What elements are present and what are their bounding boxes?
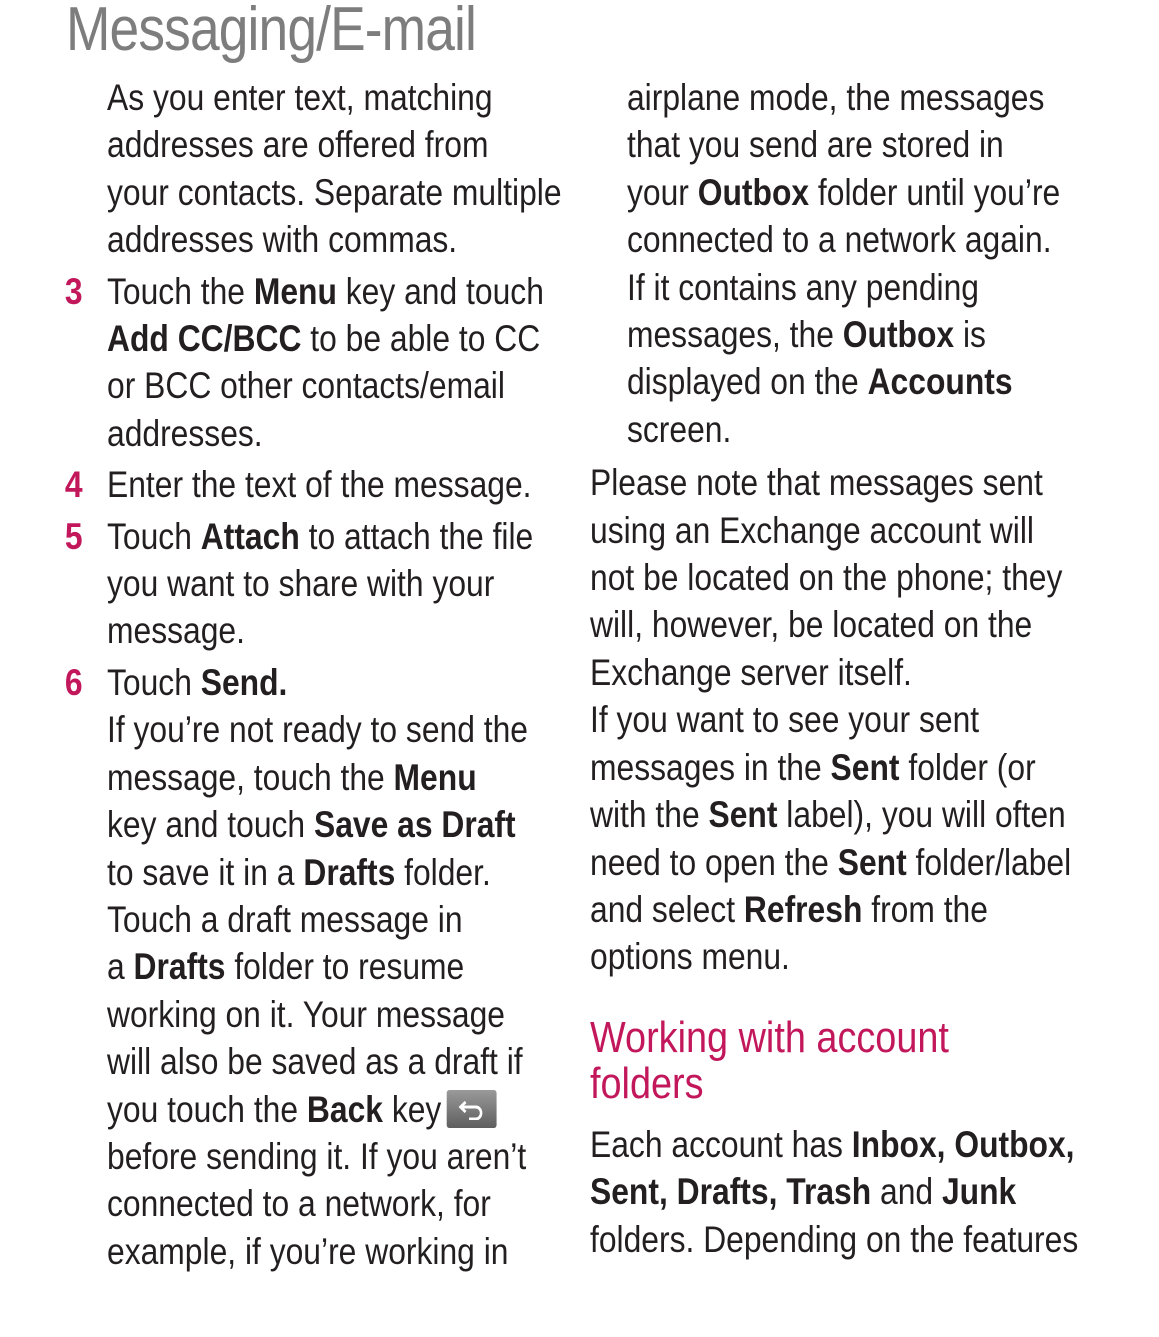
sent-line: If you want to see your sent	[590, 699, 980, 741]
section-heading	[590, 1012, 1085, 1108]
folder-names: Sent, Drafts, Trash	[590, 1171, 872, 1213]
sent-label: Sent	[837, 841, 907, 883]
step-number: 6	[64, 661, 83, 703]
step-line: message, touch the Menu	[107, 756, 477, 798]
folders-line: Sent, Drafts, Trash and Junk	[590, 1171, 1017, 1213]
step-number: 4	[64, 464, 83, 506]
note-line: Exchange server itself.	[590, 651, 912, 693]
intro-line: addresses with commas.	[107, 219, 458, 261]
intro-paragraph	[107, 74, 577, 264]
step-6	[64, 659, 577, 1275]
left-column	[64, 74, 577, 1275]
step-line: messages, the Outbox is	[626, 314, 986, 356]
sent-line: and select Refresh from the	[590, 888, 988, 930]
step-line: will also be saved as a draft if	[107, 1041, 523, 1083]
step-line: that you send are stored in	[626, 124, 1004, 166]
step-line: to save it in a Drafts folder.	[107, 851, 491, 893]
step-line: you touch the Back key	[107, 1086, 577, 1133]
step-line: a Drafts folder to resume	[107, 946, 465, 988]
intro-line: addresses are offered from	[107, 124, 489, 166]
note-line: will, however, be located on the	[590, 604, 1033, 646]
menu-key-label: Menu	[253, 270, 337, 312]
step-line: screen.	[626, 408, 732, 450]
folders-line: folders. Depending on the features	[590, 1218, 1079, 1260]
add-cc-bcc-label: Add CC/BCC	[107, 318, 302, 360]
step-line: Add CC/BCC to be able to CC	[107, 318, 541, 360]
sent-line: options menu.	[590, 936, 790, 978]
heading-line: folders	[590, 1058, 704, 1108]
exchange-note-paragraph	[590, 459, 1085, 696]
sent-folder-paragraph	[590, 696, 1085, 980]
step-line: addresses.	[107, 412, 263, 454]
attach-label: Attach	[200, 515, 300, 557]
back-arrow-icon	[446, 1090, 496, 1128]
page-title: Messaging/E-mail	[66, 0, 476, 64]
drafts-label: Drafts	[133, 946, 226, 988]
folder-names: Inbox, Outbox,	[851, 1123, 1075, 1165]
step-line: working on it. Your message	[107, 993, 505, 1035]
note-line: Please note that messages sent	[590, 462, 1043, 504]
step-line: your Outbox folder until you’re	[626, 171, 1061, 213]
sent-line: messages in the Sent folder (or	[590, 746, 1036, 788]
sent-label: Sent	[830, 746, 900, 788]
step-3	[64, 268, 577, 458]
step-line: or BCC other contacts/email	[107, 365, 505, 407]
step-line: Touch Attach to attach the file	[107, 515, 534, 557]
step-6-continued	[590, 74, 1085, 453]
heading-line: Working with account	[590, 1012, 949, 1062]
intro-line: As you enter text, matching	[107, 77, 493, 118]
step-line: before sending it. If you aren’t	[107, 1135, 527, 1177]
save-as-draft-label: Save as Draft	[313, 804, 516, 846]
note-line: not be located on the phone; they	[590, 557, 1063, 599]
step-line: example, if you’re working in	[107, 1230, 509, 1272]
account-folders-paragraph	[590, 1121, 1085, 1263]
junk-label: Junk	[941, 1171, 1017, 1213]
outbox-label: Outbox	[842, 314, 955, 356]
step-line: key and touch Save as Draft	[107, 804, 516, 846]
step-line: displayed on the Accounts	[626, 361, 1013, 403]
note-line: using an Exchange account will	[590, 509, 1034, 551]
send-label: Send.	[200, 661, 288, 703]
step-5	[64, 513, 577, 655]
step-number: 5	[64, 515, 83, 557]
step-line: If it contains any pending	[626, 266, 980, 308]
step-line: If you’re not ready to send the	[107, 709, 528, 751]
folders-line: Each account has Inbox, Outbox,	[590, 1123, 1075, 1165]
step-line: connected to a network again.	[626, 219, 1052, 261]
step-line: Touch the Menu key and touch	[107, 270, 544, 312]
drafts-label: Drafts	[303, 851, 396, 893]
right-column	[590, 74, 1085, 1263]
outbox-label: Outbox	[697, 171, 810, 213]
menu-key-label: Menu	[393, 756, 477, 798]
step-line: Touch Send.	[107, 661, 288, 703]
sent-line: need to open the Sent folder/label	[590, 841, 1072, 883]
step-line: airplane mode, the messages	[626, 77, 1045, 118]
intro-line: your contacts. Separate multiple	[107, 171, 562, 213]
step-4	[64, 461, 577, 508]
step-line: Touch a draft message in	[107, 898, 463, 940]
step-line: connected to a network, for	[107, 1183, 491, 1225]
step-line: message.	[107, 610, 245, 652]
sent-line: with the Sent label), you will often	[590, 794, 1066, 836]
step-line: Enter the text of the message.	[107, 464, 532, 506]
accounts-label: Accounts	[867, 361, 1013, 403]
refresh-label: Refresh	[743, 888, 863, 930]
step-number: 3	[64, 270, 83, 312]
back-key-label: Back	[306, 1088, 383, 1130]
step-line: you want to share with your	[107, 563, 495, 605]
sent-label: Sent	[708, 794, 778, 836]
